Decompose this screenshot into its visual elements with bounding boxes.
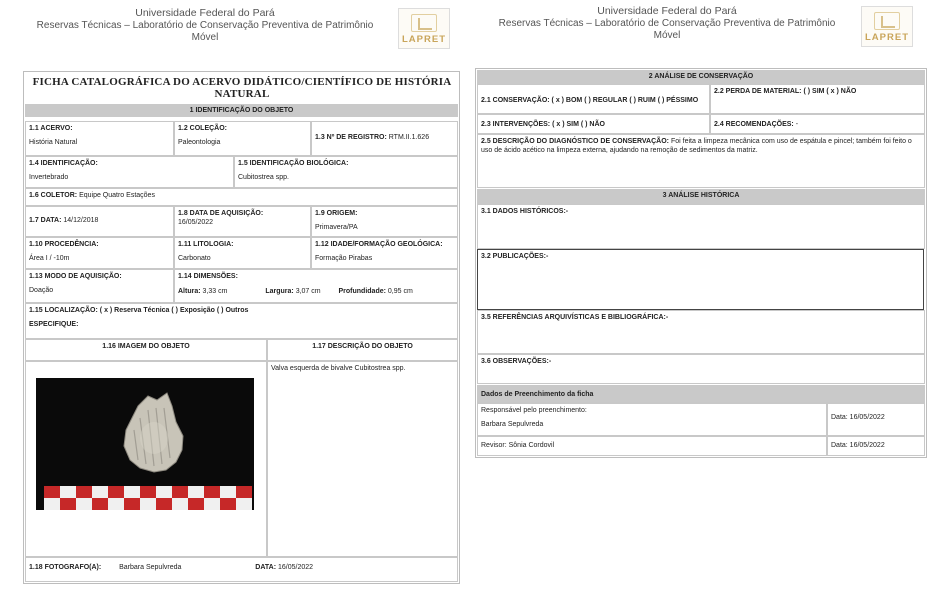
lab-name-line1-right: Reservas Técnicas – Laboratório de Conservação Preventiva de Patrimônio (498, 17, 836, 29)
responsavel-value: Barbara Sepulvreda (481, 421, 544, 428)
dimensoes-label: 1.14 DIMENSÕES: (178, 273, 238, 280)
field-data-aquisicao (174, 206, 311, 237)
fotografo-label: 1.18 FOTOGRAFO(A): (29, 564, 102, 571)
identificacao-value: Invertebrado (29, 174, 69, 181)
logo-text-right: LAPRET (865, 32, 909, 43)
dimensoes-values (178, 287, 454, 296)
localizacao-label: 1.15 LOCALIZAÇÃO: (29, 307, 98, 314)
modo-label: 1.13 MODO DE AQUISIÇÃO: (29, 273, 122, 280)
field-modo-aquisicao (25, 269, 174, 303)
field-revisor (477, 436, 827, 456)
recomendacoes-label: 2.4 RECOMENDAÇÕES: (714, 121, 794, 128)
referencias-label: 3.5 REFERÊNCIAS ARQUIVÍSTICAS E BIBLIOGRÁFICA:- (481, 314, 669, 321)
origem-label: 1.9 ORIGEM: (315, 210, 358, 217)
localizacao-value: ( x ) Reserva Técnica ( ) Exposição ( ) Outros (99, 307, 249, 314)
observacoes-label: 3.6 OBSERVAÇÕES:- (481, 358, 552, 365)
registro-value: RTM.II.1.626 (388, 134, 430, 141)
dados-historicos-label: 3.1 DADOS HISTÓRICOS:- (481, 208, 569, 215)
field-rev-data (827, 436, 925, 456)
field-recomendacoes (710, 114, 925, 134)
field-data (25, 206, 174, 237)
field-dimensoes (174, 269, 458, 303)
aquisicao-label: 1.8 DATA DE AQUISIÇÃO: (178, 210, 264, 217)
lab-name-line2-right: Móvel (653, 30, 681, 41)
field-resp-data (827, 403, 925, 436)
form-title-line1: FICHA CATALOGRÁFICA DO ACERVO DIDÁTICO/CIENTÍFICO DE HISTÓRIA (32, 76, 452, 88)
imagem-header-text: 1.16 IMAGEM DO OBJETO (102, 343, 190, 350)
field-origem (311, 206, 458, 237)
acervo-value: História Natural (29, 139, 78, 146)
intervencoes-value: ( x ) SIM ( ) NÃO (552, 121, 605, 128)
procedencia-label: 1.10 PROCEDÊNCIA: (29, 241, 99, 248)
field-coletor (25, 188, 458, 206)
descricao-header (267, 339, 458, 361)
registro-label: 1.3 Nº DE REGISTRO: (315, 134, 387, 141)
descricao-header-text: 1.17 DESCRIÇÃO DO OBJETO (312, 343, 413, 350)
field-idade (311, 237, 458, 269)
resp-data-value: Data: 16/05/2022 (831, 414, 885, 421)
rev-data-value: Data: 16/05/2022 (831, 442, 885, 449)
lapret-logo-right (861, 6, 913, 47)
intervencoes-label: 2.3 INTERVENÇÕES: (481, 121, 551, 128)
descricao-value: Valva esquerda de bivalve Cubitostrea spp. (271, 365, 406, 372)
recomendacoes-value: - (795, 121, 799, 128)
lapret-logo (398, 8, 450, 49)
field-colecao (174, 121, 311, 156)
field-perda-material (710, 84, 925, 114)
largura-value: 3,07 cm (295, 288, 321, 295)
perda-value: ( ) SIM ( x ) NÃO (803, 88, 857, 95)
perda-label: 2.2 PERDA DE MATERIAL: (714, 88, 802, 95)
colecao-label: 1.2 COLEÇÃO: (178, 125, 228, 132)
data-value: 14/12/2018 (63, 217, 99, 224)
field-observacoes (477, 354, 925, 384)
field-identificacao (25, 156, 234, 188)
field-diagnostico (477, 134, 925, 188)
litologia-value: Carbonato (178, 255, 211, 262)
section-analise-historica: 3 ANÁLISE HISTÓRICA (477, 189, 925, 204)
litologia-label: 1.11 LITOLOGIA: (178, 241, 234, 248)
fotografo-value: Barbara Sepulvreda (119, 564, 182, 571)
preenchimento-header-text: Dados de Preenchimento da ficha (481, 391, 594, 398)
field-fotografo (25, 557, 458, 582)
publicacoes-label: 3.2 PUBLICAÇÕES:- (481, 253, 549, 260)
section-identificacao: 1 IDENTIFICAÇÃO DO OBJETO (25, 104, 458, 117)
field-acervo (25, 121, 174, 156)
left-header-text (20, 7, 390, 45)
ident-bio-value: Cubitostrea spp. (238, 174, 289, 181)
conservacao-value: ( x ) BOM ( ) REGULAR ( ) RUIM ( ) PÉSSIMO (551, 97, 699, 104)
section-conservacao: 2 ANÁLISE DE CONSERVAÇÃO (477, 70, 925, 84)
logo-text: LAPRET (402, 34, 446, 45)
form-title-line2: NATURAL (214, 88, 270, 100)
ident-bio-label: 1.5 IDENTIFICAÇÃO BIOLÓGICA: (238, 160, 349, 167)
foto-data-value: 16/05/2022 (277, 564, 314, 571)
lab-name-line2: Móvel (191, 32, 219, 43)
conservacao-label: 2.1 CONSERVAÇÃO: (481, 97, 550, 104)
profundidade-label: Profundidade: (338, 288, 386, 295)
preenchimento-header (477, 385, 925, 403)
coletor-label: 1.6 COLETOR: (29, 192, 78, 199)
aquisicao-value: 16/05/2022 (178, 219, 214, 226)
field-intervencoes (477, 114, 710, 134)
form-title (26, 76, 458, 100)
largura-label: Largura: (265, 288, 294, 295)
field-dados-historicos (477, 204, 925, 249)
diagnostico-label: 2.5 DESCRIÇÃO DO DIAGNÓSTICO DE CONSERVAÇÃO: (481, 138, 669, 145)
imagem-header (25, 339, 267, 361)
right-header-text (482, 5, 852, 43)
university-name: Universidade Federal do Pará (135, 7, 275, 19)
imagem-cell (25, 361, 267, 557)
diagnostico-value: Foi feita a limpeza mecânica com uso de espátula e pincel; também foi feito o uso de ácido acético na limpeza externa, ajudando na remoção de sedimentos da matriz. (481, 138, 912, 154)
scale-bar-icon (36, 480, 254, 510)
altura-value: 3,33 cm (202, 288, 228, 295)
coletor-value: Equipe Quatro Estações (79, 192, 155, 199)
field-localizacao (25, 303, 458, 339)
field-registro (311, 121, 458, 156)
altura-label: Altura: (178, 288, 201, 295)
lapret-mark-icon-right (874, 12, 900, 30)
foto-data-label: DATA: (255, 564, 277, 571)
origem-value: Primavera/PA (315, 224, 358, 231)
revisor-value: Revisor: Sônia Cordovil (481, 442, 555, 449)
field-procedencia (25, 237, 174, 269)
acervo-label: 1.1 ACERVO: (29, 125, 73, 132)
especifique-label: ESPECIFIQUE: (29, 321, 79, 328)
university-name-right: Universidade Federal do Pará (597, 5, 737, 17)
modo-value: Doação (29, 287, 54, 294)
responsavel-label: Responsável pelo preenchimento: (481, 407, 587, 414)
idade-label: 1.12 IDADE/FORMAÇÃO GEOLÓGICA: (315, 241, 443, 248)
field-responsavel (477, 403, 827, 436)
descricao-cell (267, 361, 458, 557)
lapret-mark-icon (411, 14, 437, 32)
identificacao-label: 1.4 IDENTIFICAÇÃO: (29, 160, 98, 167)
field-referencias (477, 310, 925, 354)
field-identificacao-biologica (234, 156, 458, 188)
lab-name-line1: Reservas Técnicas – Laboratório de Conservação Preventiva de Patrimônio (36, 19, 374, 31)
data-label: 1.7 DATA: (29, 217, 62, 224)
field-conservacao (477, 84, 710, 114)
procedencia-value: Área I / -10m (29, 255, 70, 262)
field-litologia (174, 237, 311, 269)
colecao-value: Paleontologia (178, 139, 221, 146)
object-photo (36, 378, 254, 510)
idade-value: Formação Pirabas (315, 255, 373, 262)
profundidade-value: 0,95 cm (387, 288, 413, 295)
field-publicacoes (477, 249, 924, 310)
